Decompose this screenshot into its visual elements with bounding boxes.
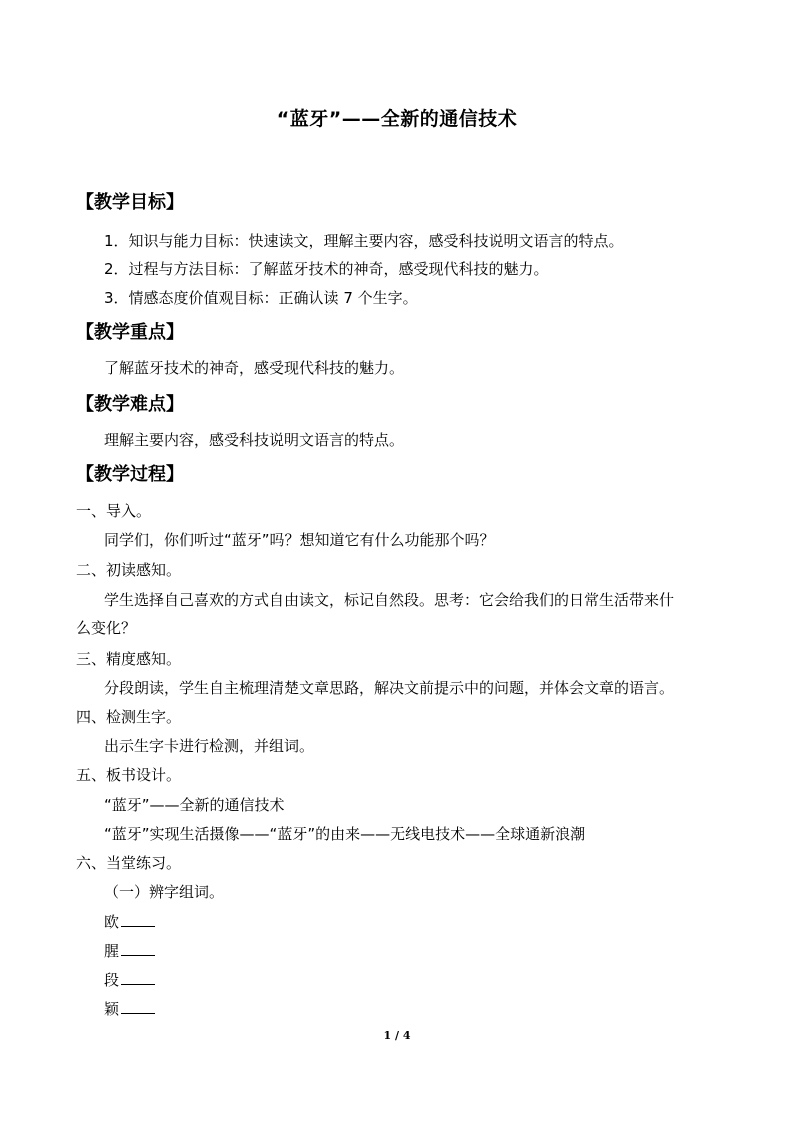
- board-flow: “蓝牙”实现生活摄像——“蓝牙”的由来——无线电技术——全球通新浪潮: [104, 825, 586, 843]
- section-title-1: 一、导入。: [76, 502, 152, 520]
- document-title: “蓝牙”——全新的通信技术: [276, 108, 518, 130]
- exercise-item-2: [104, 941, 155, 961]
- objectives-heading: 【教学目标】: [76, 192, 184, 213]
- section-title-6: 六、当堂练习。: [76, 854, 182, 872]
- exercise-char-4: 颖: [104, 1000, 120, 1018]
- exercise-subtitle: （一）辨字组词。: [104, 883, 225, 901]
- process-heading: 【教学过程】: [76, 464, 184, 485]
- answer-blank-1[interactable]: [121, 912, 155, 927]
- exercise-char-1: 欧: [104, 913, 120, 931]
- answer-blank-2[interactable]: [121, 941, 155, 956]
- section-text-4: 出示生字卡进行检测，并组词。: [104, 737, 315, 755]
- difficulties-heading: 【教学难点】: [76, 394, 184, 415]
- page-number: 1 / 4: [383, 1029, 411, 1042]
- board-title: “蓝牙”——全新的通信技术: [104, 796, 285, 814]
- section-title-2: 二、初读感知。: [76, 561, 182, 579]
- section-text-2-line-1: 学生选择自己喜欢的方式自由读文，标记自然段。思考：它会给我们的日常生活带来什: [104, 591, 675, 609]
- key-points-text: 了解蓝牙技术的神奇，感受现代科技的魅力。: [104, 359, 405, 377]
- section-text-3: 分段朗读，学生自主梳理清楚文章思路，解决文前提示中的问题，并体会文章的语言。: [104, 679, 675, 697]
- answer-blank-4[interactable]: [121, 999, 155, 1014]
- key-points-heading: 【教学重点】: [76, 322, 184, 343]
- section-text-2-line-2: 么变化？: [76, 619, 137, 637]
- section-title-4: 四、检测生字。: [76, 708, 182, 726]
- exercise-char-2: 腥: [104, 942, 120, 960]
- section-title-3: 三、精度感知。: [76, 650, 182, 668]
- objective-item-1: 1．知识与能力目标：快速读文，理解主要内容，感受科技说明文语言的特点。: [104, 232, 624, 250]
- section-title-5: 五、板书设计。: [76, 766, 182, 784]
- exercise-char-3: 段: [104, 971, 120, 989]
- answer-blank-3[interactable]: [121, 970, 155, 985]
- exercise-item-1: [104, 912, 155, 932]
- exercise-item-3: [104, 970, 155, 990]
- exercise-item-4: [104, 999, 155, 1019]
- objective-item-2: 2．过程与方法目标：了解蓝牙技术的神奇，感受现代科技的魅力。: [104, 260, 549, 278]
- objective-item-3: 3．情感态度价值观目标：正确认读 7 个生字。: [104, 289, 418, 307]
- difficulties-text: 理解主要内容，感受科技说明文语言的特点。: [104, 431, 405, 449]
- section-text-1: 同学们，你们听过“蓝牙”吗？想知道它有什么功能那个吗？: [104, 531, 495, 549]
